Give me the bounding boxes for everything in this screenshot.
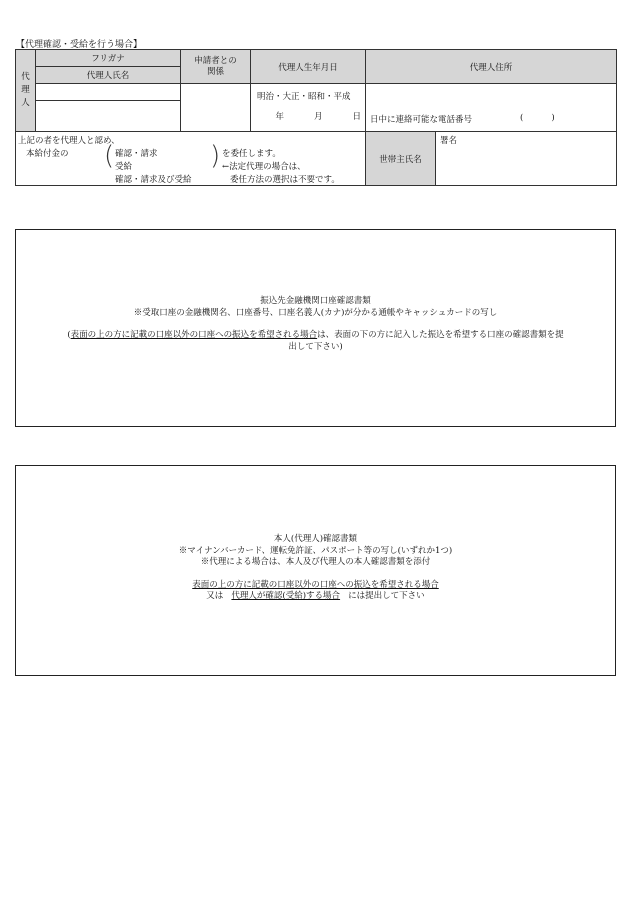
agent-info-table <box>15 49 617 186</box>
furigana-field[interactable] <box>36 84 181 101</box>
id-box-condition1: 表面の上の方に記載の口座以外の口座への振込を希望される場合 <box>192 579 439 590</box>
id-box-note2: ※代理による場合は、本人及び代理人の本人確認書類を添付 <box>200 557 431 567</box>
relation-field[interactable] <box>181 84 251 132</box>
agent-side-label: 代 理 人 <box>16 50 36 132</box>
section-title: 【代理確認・受給を行う場合】 <box>16 40 143 50</box>
birthdate-header: 代理人生年月日 <box>251 50 366 84</box>
delegation-cell <box>16 132 366 186</box>
relation-header: 申請者との 関係 <box>181 50 251 84</box>
address-header: 代理人住所 <box>366 50 617 84</box>
delegation-suffix1: を委任します。 <box>222 149 281 159</box>
birthdate-field[interactable] <box>251 84 366 132</box>
id-box-note1: ※マイナンバーカード、運転免許証、パスポート等の写し(いずれか1つ) <box>178 545 453 556</box>
address-field[interactable]: 日中に連絡可能な電話番号 ( ) <box>366 84 617 132</box>
delegation-suffix3: 委任方法の選択は不要です。 <box>230 175 340 185</box>
phone-label: 日中に連絡可能な電話番号 <box>370 115 473 125</box>
option-confirm-request[interactable]: 確認・請求 <box>115 149 158 159</box>
year-label: 年 <box>275 112 284 122</box>
household-head-header: 世帯主氏名 <box>366 132 436 186</box>
name-header: 代理人氏名 <box>36 67 181 84</box>
option-confirm-request-receive[interactable]: 確認・請求及び受給 <box>115 175 192 185</box>
right-brace-icon: ) <box>210 141 221 171</box>
name-field[interactable] <box>36 101 181 132</box>
bank-box-note: ※受取口座の金融機関名、口座番号、口座名義人(カナ)が分かる通帳やキャッシュカードの写し <box>133 307 498 318</box>
month-label: 月 <box>313 112 323 122</box>
furigana-header: フリガナ <box>36 50 181 67</box>
era-options: 明治・大正・昭和・平成 <box>257 92 351 102</box>
bank-box-condition-end: 出して下さい) <box>288 341 343 352</box>
delegation-prefix: 本給付金の <box>26 149 69 159</box>
bank-document-box[interactable] <box>15 229 616 427</box>
signature-field[interactable] <box>436 132 617 186</box>
option-receive[interactable]: 受給 <box>115 162 133 172</box>
id-box-condition2: 又は 代理人が確認(受給)する場合 には提出して下さい <box>206 591 425 601</box>
left-brace-icon: ( <box>104 141 115 171</box>
day-label: 日 <box>352 112 361 122</box>
signature-label: 署名 <box>440 136 458 146</box>
delegation-line1: 上記の者を代理人と認め、 <box>18 136 120 146</box>
id-document-box[interactable] <box>15 465 616 676</box>
delegation-suffix2: ←法定代理の場合は、 <box>222 162 306 172</box>
id-box-title: 本人(代理人)確認書類 <box>273 534 358 544</box>
bank-box-title: 振込先金融機関口座確認書類 <box>260 296 371 306</box>
bank-box-condition: (表面の上の方に記載の口座以外の口座への振込を希望される場合は、表面の下の方に記入した振込を希望する口座の確認書類を提 <box>67 330 564 340</box>
